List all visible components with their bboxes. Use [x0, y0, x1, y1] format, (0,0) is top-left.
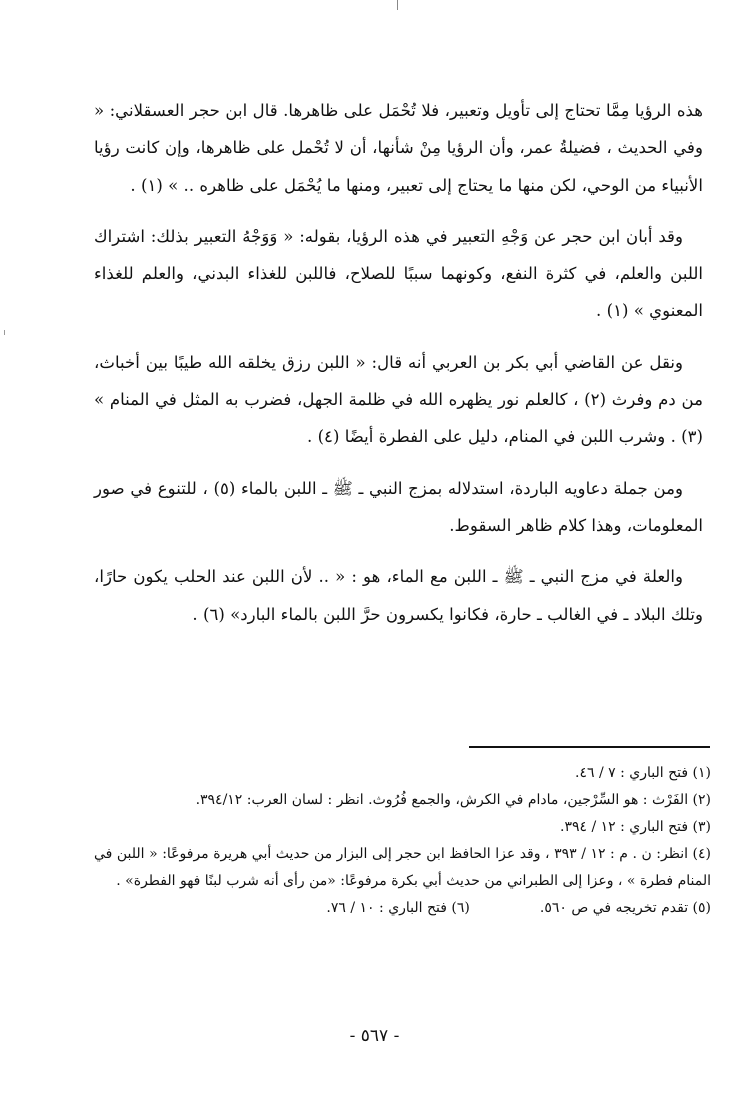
footnote: (٣) فتح الباري : ١٢ / ٣٩٤.: [560, 819, 711, 835]
footnote-row: [94, 895, 711, 922]
scan-mark: [397, 0, 398, 10]
paragraph: وقد أبان ابن حجر عن وَجْهِ التعبير في هذه الرؤيا، بقوله: « وَوَجْهُ التعبير بذلك: اشتراك اللبن والعلم، في كثرة النفع، وكونهما سببًا للصلاح، فاللبن للغذاء البدني، والعلم للغذاء المعنوي » (١) .: [94, 226, 703, 321]
scan-mark: [4, 330, 5, 335]
paragraph: هذه الرؤيا مِمَّا تحتاج إلى تأويل وتعبير، فلا تُحْمَل على ظاهرها. قال ابن حجر العسقلاني: « وفي الحديث ، فضيلةُ عمر، وأن الرؤيا مِنْ شأنها، أن لا تُحْمل على ظاهرها، وإن كانت رؤيا الأنبياء من الوحي، لكن منها ما يحتاج إلى تعبير، ومنها ما يُحْمَل على ظاهره .. » (١) .: [94, 101, 703, 195]
footnote: (٤) انظر: ن . م : ١٢ / ٣٩٣ ، وقد عزا الحافظ ابن حجر إلى البزار من حديث أبي هريرة مرفوعًا: « اللبن في المنام فطرة » ، وعزا إلى الطبراني من حديث أبي بكرة مرفوعًا: «من رأى أنه شرب لبنًا فهو الفطرة» .: [94, 846, 712, 889]
footnote: (١) فتح الباري : ٧ / ٤٦.: [575, 765, 711, 781]
paragraph: والعلة في مزج النبي ـ ﷺ ـ اللبن مع الماء، هو : « .. لأن اللبن عند الحلب يكون حارًا، وتلك البلاد ـ في الغالب ـ حارة، فكانوا يكسرون حرَّ اللبن بالماء البارد» (٦) .: [94, 567, 703, 624]
footnote: (٥) تقدم تخريجه في ص ٥٦٠.: [539, 900, 711, 916]
footnote: (٢) الفَرْث : هو السِّرْجين، مادام في الكرش، والجمع فُرُوث. انظر : لسان العرب: ٣٩٤/١٢.: [195, 792, 711, 808]
footnote: (٦) فتح الباري : ١٠ / ٧٦.: [326, 900, 470, 916]
footnote-separator: [469, 746, 710, 748]
footnotes: [94, 760, 711, 922]
paragraph: ونقل عن القاضي أبي بكر بن العربي أنه قال: « اللبن رزق يخلقه الله طيبًا بين أخباث، من دم وفرث (٢) ، كالعلم نور يظهره الله في ظلمة الجهل، فضرب به المثل في المنام » (٣) . وشرب اللبن في المنام، دليل على الفطرة أيضًا (٤) .: [94, 352, 703, 447]
main-text: [94, 92, 703, 647]
page-number: - ٥٦٧ -: [349, 1026, 400, 1046]
paragraph: ومن جملة دعاويه الباردة، استدلاله بمزج النبي ـ ﷺ ـ اللبن بالماء (٥) ، للتنوع في صور المعلومات، وهذا كلام ظاهر السقوط.: [94, 478, 703, 535]
